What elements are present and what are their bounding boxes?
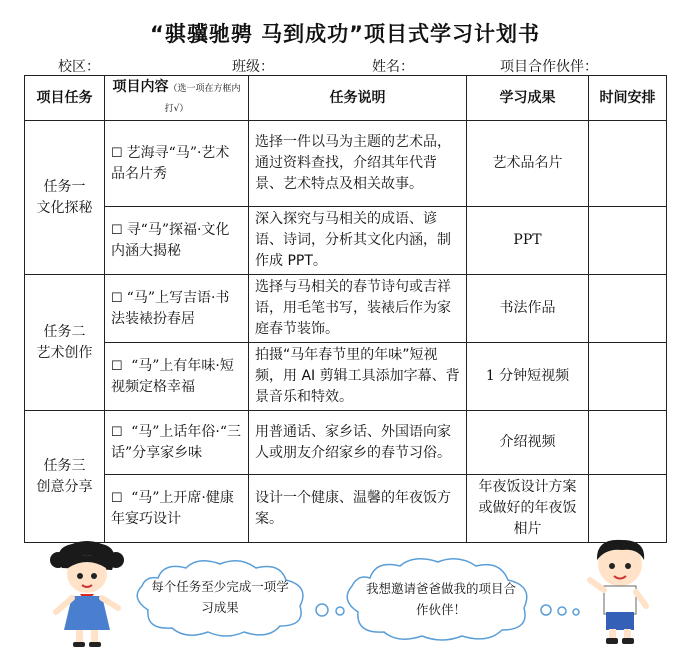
task-1-title: 任务一 — [43, 178, 86, 195]
school-field-label: 校区： — [58, 59, 100, 75]
content-cell — [105, 475, 249, 543]
result-cell: PPT — [467, 207, 589, 275]
time-cell[interactable] — [589, 475, 667, 543]
content-text: “马”上有年味·短视频定格幸福 — [111, 357, 234, 395]
content-text: 艺海寻“马”·艺术品名片秀 — [111, 144, 230, 182]
desc-cell: 用普通话、家乡话、外国语向家人或朋友介绍家乡的春节习俗。 — [249, 411, 467, 475]
task-1-subtitle: 文化探秘 — [36, 199, 93, 216]
table-header-row — [25, 76, 667, 121]
table-row — [25, 343, 667, 411]
content-cell — [105, 207, 249, 275]
girl-leg-left — [76, 630, 83, 644]
task-2-subtitle: 艺术创作 — [36, 344, 93, 361]
thought-dot — [573, 609, 579, 615]
class-field-label: 班级： — [232, 59, 274, 75]
table-row — [25, 207, 667, 275]
thought-dot — [541, 605, 551, 615]
header-time: 时间安排 — [589, 76, 667, 121]
time-cell[interactable] — [589, 411, 667, 475]
girl-illustration — [42, 538, 132, 648]
task-1-cell — [25, 121, 105, 275]
thought-dot — [316, 604, 328, 616]
boy-illustration — [582, 534, 660, 646]
desc-cell: 设计一个健康、温馨的年夜饭方案。 — [249, 475, 467, 543]
thought-dot — [558, 607, 566, 615]
boy-shoe-right — [622, 638, 634, 644]
boy-eye-right — [625, 563, 631, 569]
header-content — [105, 76, 249, 121]
girl-hair-bun-left — [50, 552, 66, 568]
desc-cell: 选择与马相关的春节诗句或吉祥语，用毛笔书写，装裱后作为家庭春节装饰。 — [249, 275, 467, 343]
header-desc: 任务说明 — [249, 76, 467, 121]
table-row — [25, 411, 667, 475]
content-cell — [105, 411, 249, 475]
boy-shoe-left — [606, 638, 618, 644]
content-text: “马”上话年俗·“三话”分享家乡味 — [111, 423, 242, 461]
boy-eye-left — [609, 563, 615, 569]
header-content-note: （选一项在方框内打√） — [164, 84, 241, 114]
table-row — [25, 121, 667, 207]
girl-eye-left — [77, 573, 83, 579]
girl-shoe-left — [73, 642, 85, 647]
result-cell: 书法作品 — [467, 275, 589, 343]
checkbox[interactable]: ☐ — [111, 290, 123, 306]
task-3-title: 任务三 — [43, 457, 86, 474]
task-2-title: 任务二 — [43, 323, 86, 340]
boy-leg-left — [609, 629, 616, 639]
plan-table — [24, 75, 667, 543]
content-cell — [105, 343, 249, 411]
content-cell — [105, 121, 249, 207]
time-cell[interactable] — [589, 121, 667, 207]
result-cell: 介绍视频 — [467, 411, 589, 475]
info-line — [0, 56, 690, 76]
girl-eye-right — [91, 573, 97, 579]
boy-arm-down — [636, 592, 646, 606]
checkbox[interactable]: ☐ — [111, 490, 123, 506]
boy-pants — [606, 612, 634, 630]
checkbox[interactable]: ☐ — [111, 358, 123, 374]
page-title: “骐骥驰骋 马到成功”项目式学习计划书 — [150, 22, 540, 46]
header-content-label: 项目内容 — [112, 79, 169, 95]
header-task: 项目任务 — [25, 76, 105, 121]
content-text: “马”上开席·健康年宴巧设计 — [111, 489, 234, 527]
time-cell[interactable] — [589, 207, 667, 275]
task-2-cell — [25, 275, 105, 411]
name-field-label: 姓名： — [372, 59, 414, 75]
content-text: “马”上写吉语·书法装裱扮春居 — [111, 289, 230, 327]
girl-shoe-right — [89, 642, 101, 647]
content-cell — [105, 275, 249, 343]
time-cell[interactable] — [589, 343, 667, 411]
header-result: 学习成果 — [467, 76, 589, 121]
table-row — [25, 275, 667, 343]
girl-leg-right — [91, 630, 98, 644]
task-3-cell — [25, 411, 105, 543]
partner-field-label: 项目合作伙伴： — [500, 59, 598, 75]
result-cell: 艺术品名片 — [467, 121, 589, 207]
boy-leg-right — [624, 629, 631, 639]
result-cell: 年夜饭设计方案或做好的年夜饭相片 — [467, 475, 589, 543]
result-cell: 1 分钟短视频 — [467, 343, 589, 411]
desc-cell: 选择一件以马为主题的艺术品，通过资料查找，介绍其年代背景、艺术特点及相关故事。 — [249, 121, 467, 207]
table-row — [25, 475, 667, 543]
desc-cell: 深入探究与马相关的成语、谚语、诗词，分析其文化内涵，制作成 PPT。 — [249, 207, 467, 275]
task-3-subtitle: 创意分享 — [36, 478, 93, 495]
right-bubble-text: 我想邀请爸爸做我的项目合作伙伴！ — [366, 581, 517, 617]
boy-shirt — [604, 586, 636, 614]
checkbox[interactable]: ☐ — [111, 222, 123, 238]
time-cell[interactable] — [589, 275, 667, 343]
checkbox[interactable]: ☐ — [111, 145, 123, 161]
content-text: 寻“马”探福·文化内涵大揭秘 — [111, 221, 230, 259]
checkbox[interactable]: ☐ — [111, 424, 123, 440]
desc-cell: 拍摄“马年春节里的年味”短视频，用 AI 剪辑工具添加字幕、背景音乐和特效。 — [249, 343, 467, 411]
left-bubble-text: 每个任务至少完成一项学习成果 — [151, 579, 289, 615]
thought-dots-right — [536, 598, 586, 622]
girl-hair-bun-right — [108, 552, 124, 568]
boy-arm-raised — [590, 580, 604, 590]
